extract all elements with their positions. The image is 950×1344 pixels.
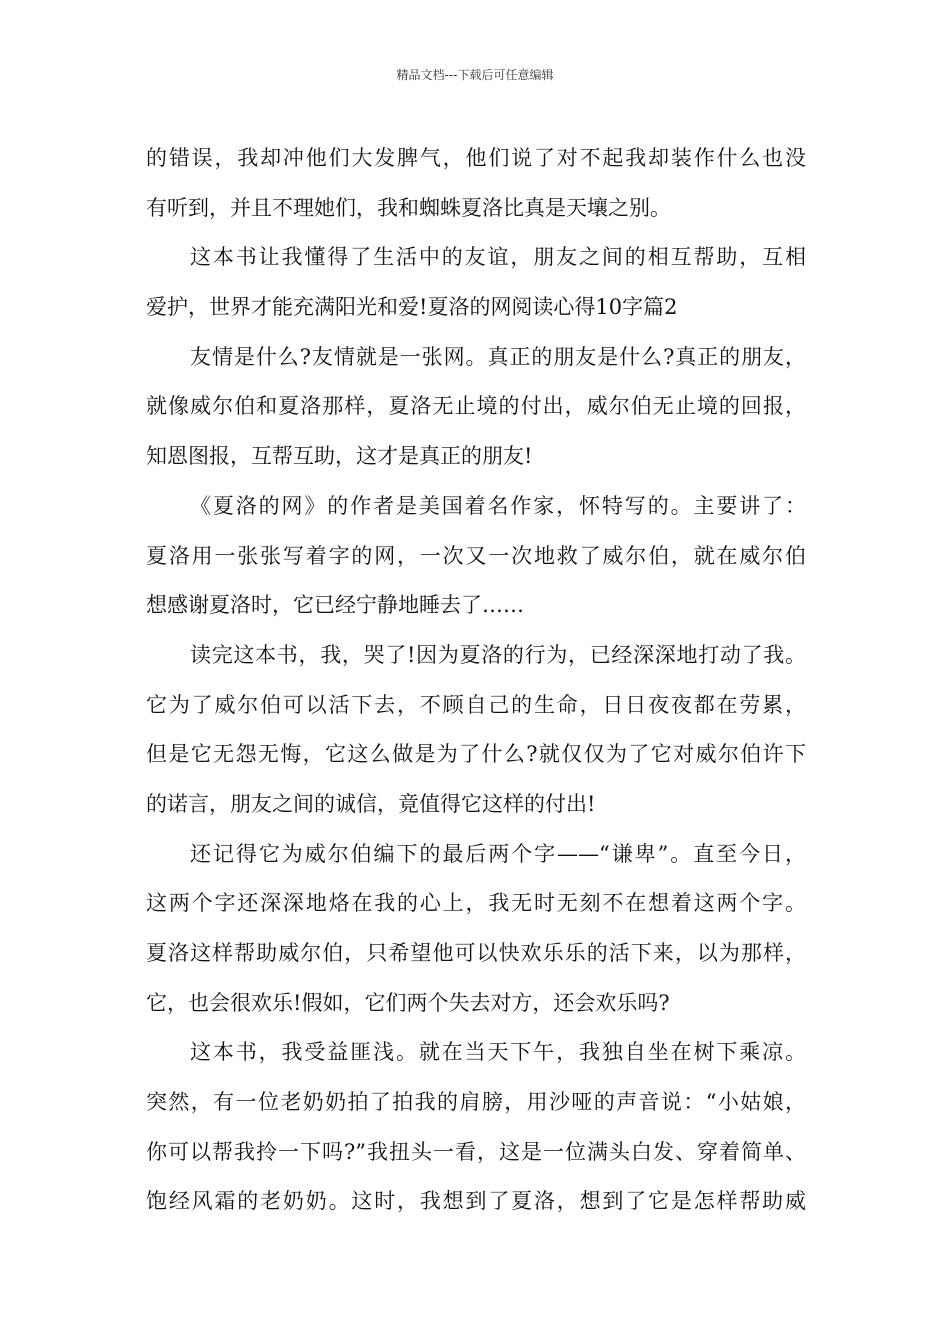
text-line: 但是它无怨无悔，它这么做是为了什么?就仅仅为了它对威尔伯许下 xyxy=(146,742,806,767)
page-header: 精品文档---下载后可任意编辑 xyxy=(396,68,554,82)
text-line: 就像威尔伯和夏洛那样，夏洛无止境的付出，威尔伯无止境的回报， xyxy=(146,394,806,419)
text-line: 它为了威尔伯可以活下去，不顾自己的生命，日日夜夜都在劳累， xyxy=(146,692,806,717)
text-line: 还记得它为威尔伯编下的最后两个字——“谦卑”。直至今日， xyxy=(190,841,806,866)
text-line: 它，也会很欢乐!假如，它们两个失去对方，还会欢乐吗? xyxy=(146,990,670,1015)
text-line: 突然，有一位老奶奶拍了拍我的肩膀，用沙哑的声音说：“小姑娘， xyxy=(146,1090,806,1115)
text-line: 你可以帮我拎一下吗?”我扭头一看，这是一位满头白发、穿着简单、 xyxy=(146,1139,806,1164)
text-line: 知恩图报，互帮互助，这才是真正的朋友! xyxy=(146,444,533,469)
text-line: 的错误，我却冲他们大发脾气，他们说了对不起我却装作什么也没 xyxy=(146,146,806,170)
text-line: 有听到，并且不理她们，我和蜘蛛夏洛比真是天壤之别。 xyxy=(146,195,671,220)
text-line: 这本书让我懂得了生活中的友谊，朋友之间的相互帮助，互相 xyxy=(190,245,806,270)
text-line: 饱经风霜的老奶奶。这时，我想到了夏洛，想到了它是怎样帮助威 xyxy=(146,1189,806,1214)
text-line: 夏洛用一张张写着字的网，一次又一次地救了威尔伯，就在威尔伯 xyxy=(146,543,806,568)
text-line: 《夏洛的网》的作者是美国着名作家，怀特写的。主要讲了： xyxy=(190,493,806,518)
text-line: 这本书，我受益匪浅。就在当天下午，我独自坐在树下乘凉。 xyxy=(190,1040,806,1065)
text-line: 夏洛这样帮助威尔伯，只希望他可以快欢乐乐的活下来，以为那样， xyxy=(146,941,806,965)
text-line: 想感谢夏洛时，它已经宁静地睡去了…… xyxy=(146,593,524,618)
text-line: 这两个字还深深地烙在我的心上，我无时无刻不在想着这两个字。 xyxy=(146,891,806,916)
text-line: 读完这本书，我，哭了!因为夏洛的行为，已经深深地打动了我。 xyxy=(190,642,806,667)
text-line: 爱护，世界才能充满阳光和爱!夏洛的网阅读心得10字篇2 xyxy=(146,295,678,320)
text-line: 友情是什么?友情就是一张网。真正的朋友是什么?真正的朋友， xyxy=(190,344,806,369)
document-body xyxy=(146,134,806,1227)
text-line: 的诺言，朋友之间的诚信，竟值得它这样的付出! xyxy=(146,791,596,816)
